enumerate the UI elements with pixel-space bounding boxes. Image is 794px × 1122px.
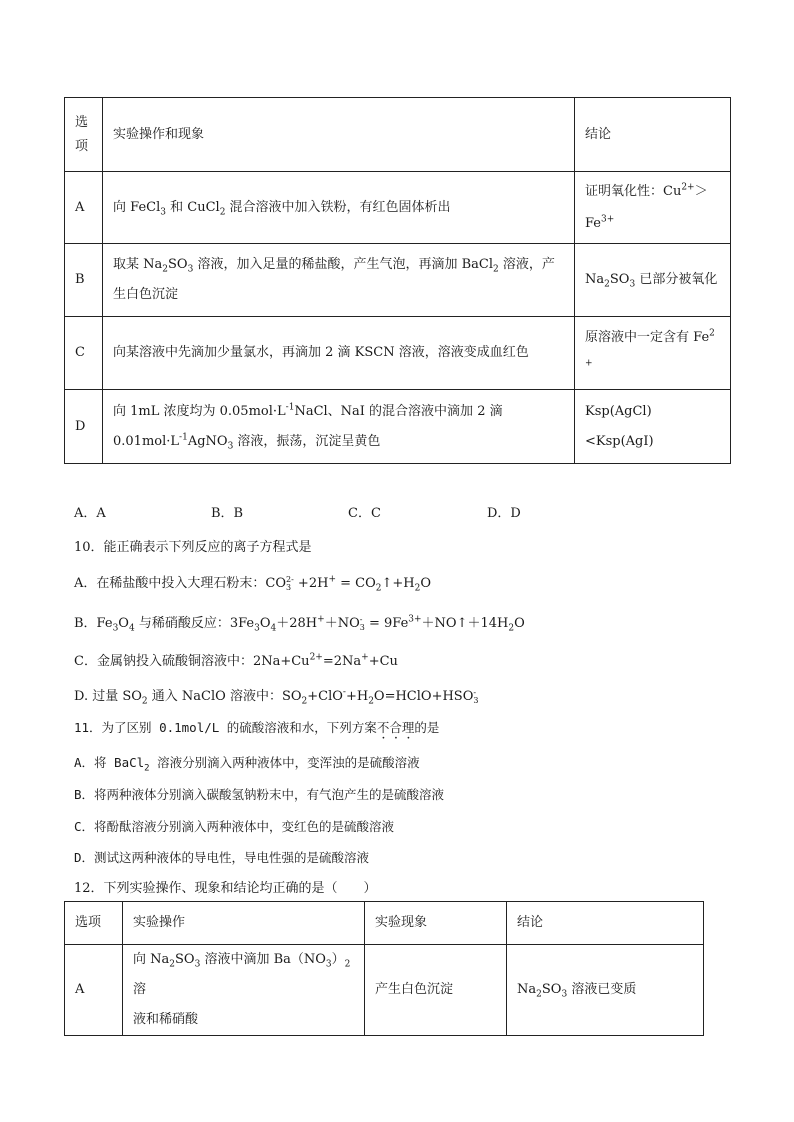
row-option: C xyxy=(65,317,103,390)
row-operation: 向 1mL 浓度均为 $0.05mol\cdot L^{-1}NaCl$、NaI 的混合溶液中滴加 2 滴 $0.01mol\cdot L^{-1}AgNO_3$ 溶液，振荡，沉淀呈黄色 xyxy=(103,390,575,464)
row-conclusion: Ksp(AgCl)<Ksp(AgI) xyxy=(575,390,731,464)
q9-option-a[interactable]: A．A xyxy=(74,506,106,521)
row-conclusion: 原溶液中一定含有 Fe$^2$ + xyxy=(575,317,731,390)
experiment-table-1 xyxy=(64,97,731,464)
q11-option-d[interactable]: D．测试这两种液体的导电性，导电性强的是硫酸溶液 xyxy=(74,850,370,865)
header-option: 选项 xyxy=(65,902,123,945)
row-operation: 向 $Na_2SO_3$ 溶液中滴加 $Ba(NO_3)_2$ 溶 液和稀硝酸 xyxy=(123,945,365,1036)
q11-stem: 11．为了区别 0.1mol/L 的硫酸溶液和水，下列方案不合理的是 xyxy=(74,720,440,735)
table-row xyxy=(65,390,731,464)
emphasis-text: 不合理 xyxy=(376,720,415,735)
row-option: B xyxy=(65,244,103,317)
table-row xyxy=(65,945,704,1036)
header-operation: 实验操作 xyxy=(123,902,365,945)
q11-option-c[interactable]: C．将酚酞溶液分别滴入两种液体中，变红色的是硫酸溶液 xyxy=(74,819,395,834)
row-phenomenon: 产生白色沉淀 xyxy=(365,945,507,1036)
row-conclusion: $Na_2SO_3$ 已部分被氧化 xyxy=(575,244,731,317)
header-operation: 实验操作和现象 xyxy=(103,98,575,172)
row-option: D xyxy=(65,390,103,464)
table-row xyxy=(65,172,731,244)
q9-option-c[interactable]: C．C xyxy=(348,506,381,521)
header-conclusion: 结论 xyxy=(507,902,704,945)
row-option: A xyxy=(65,945,123,1036)
header-conclusion: 结论 xyxy=(575,98,731,172)
row-operation: 取某 $Na_2SO_3$ 溶液，加入足量的稀盐酸，产生气泡，再滴加 BaCl$_2$ 溶液，产 生白色沉淀 xyxy=(103,244,575,317)
table-row xyxy=(65,317,731,390)
row-option: A xyxy=(65,172,103,244)
table-row xyxy=(65,244,731,317)
q10-option-c[interactable]: C．金属钠投入硫酸铜溶液中：$2Na+Cu^{2+}=2Na^++Cu$ xyxy=(74,652,398,669)
header-phenomenon: 实验现象 xyxy=(365,902,507,945)
row-conclusion: 证明氧化性：$Cu^{2+}>$ $Fe^{3+}$ xyxy=(575,172,731,244)
q12-stem: 12．下列实验操作、现象和结论均正确的是（ ） xyxy=(74,881,377,896)
row-conclusion: $Na_2SO_3$ 溶液已变质 xyxy=(507,945,704,1036)
q9-option-b[interactable]: B．B xyxy=(211,506,244,521)
q10-option-b[interactable]: B．$Fe_3O_4$ 与稀硝酸反应：$3Fe_3O_4+28H^++NO-$ $3 = 9Fe^{3+}+NO↑+14H_2O$ xyxy=(74,614,525,634)
q11-option-a[interactable]: A．将 BaCl$_2$ 溶液分别滴入两种液体中，变浑浊的是硫酸溶液 xyxy=(74,755,420,774)
row-operation: 向某溶液中先滴加少量氯水，再滴加 2 滴 KSCN 溶液，溶液变成血红色 xyxy=(103,317,575,390)
q10-option-d[interactable]: D. 过量 $SO_2$ 通入 NaClO 溶液中：$SO_2+ClO^-+H_2O=HClO+HSO-$ 3 xyxy=(74,687,479,707)
row-operation: 向 FeCl$_3$ 和 CuCl$_2$ 混合溶液中加入铁粉，有红色固体析出 xyxy=(103,172,575,244)
q11-option-b[interactable]: B．将两种液体分别滴入碳酸氢钠粉末中，有气泡产生的是硫酸溶液 xyxy=(74,787,445,802)
header-option: 选项 xyxy=(65,98,103,172)
q10-stem: 10．能正确表示下列反应的离子方程式是 xyxy=(74,540,312,555)
q9-option-d[interactable]: D．D xyxy=(487,506,521,521)
q10-option-a[interactable]: A．在稀盐酸中投入大理石粉末：CO2- $3 +2H^+ = CO_2↑+H_2O$ xyxy=(74,574,432,594)
q9-options xyxy=(74,502,521,521)
experiment-table-2 xyxy=(64,901,704,1036)
